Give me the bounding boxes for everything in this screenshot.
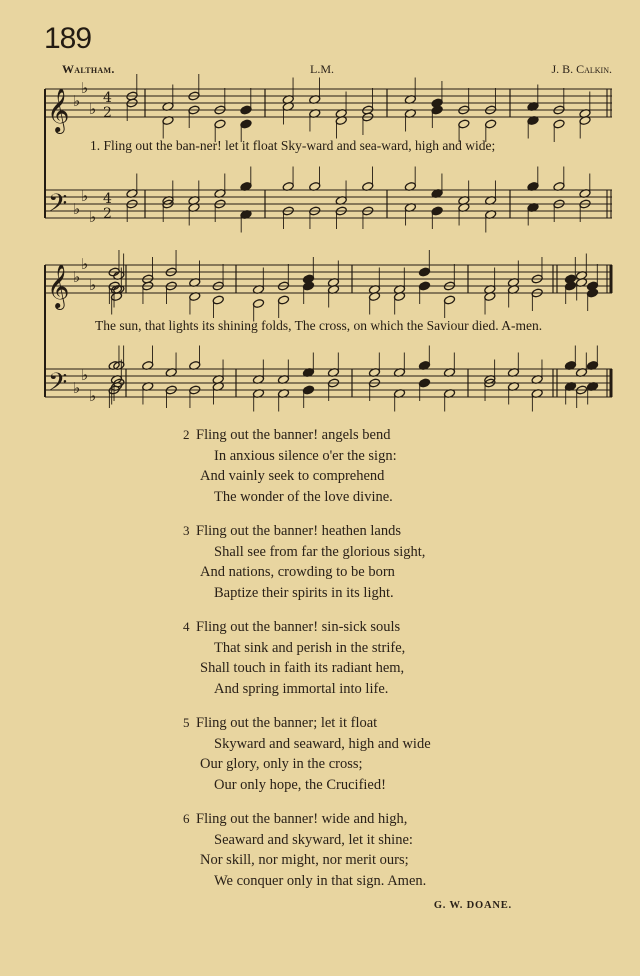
flat-icon: ♭: [73, 379, 81, 397]
time-signature: 2: [103, 105, 112, 121]
stanza-line: Shall touch in faith its radiant hem,: [200, 660, 405, 676]
meter: L.M.: [310, 62, 334, 76]
stanza-line: The wonder of the love divine.: [214, 488, 393, 505]
note-head: [302, 385, 314, 395]
stanza-4: [183, 617, 513, 699]
note-head: [240, 119, 252, 129]
stanza-line: Shall see from far the glorious sight,: [214, 543, 426, 560]
stanza-line: Our only hope, the Crucified!: [214, 776, 386, 793]
treble-clef-icon: 𝄞: [47, 264, 70, 308]
stanza-line: Fling out the banner! angels bend: [196, 427, 391, 443]
flat-icon: ♭: [81, 255, 89, 273]
note-head: [418, 378, 430, 388]
note-head: [418, 267, 430, 277]
time-signature: 4: [103, 191, 112, 207]
stanza-number: 6: [183, 811, 190, 826]
note-head: [214, 119, 226, 129]
flat-icon: ♭: [73, 92, 81, 110]
stanza-6: [183, 809, 513, 891]
flat-icon: ♭: [89, 276, 97, 294]
flat-icon: ♭: [89, 100, 97, 118]
stanza-line: That sink and perish in the strife,: [214, 639, 406, 656]
stanza-line: Fling out the banner! sin-sick souls: [196, 619, 401, 635]
stanza-3: [183, 521, 513, 603]
note-head: [553, 119, 565, 129]
flat-icon: ♭: [89, 387, 97, 405]
stanza-line: We conquer only in that sign. Amen.: [214, 872, 427, 889]
stanza-line: And vainly seek to comprehend: [200, 468, 385, 484]
flat-icon: ♭: [73, 268, 81, 286]
stanzas: [183, 425, 513, 905]
stanza-line: In anxious silence o'er the sign:: [214, 447, 397, 464]
flat-icon: ♭: [89, 208, 97, 226]
stanza-line: Our glory, only in the cross;: [200, 756, 363, 772]
stanza-line: And nations, crowding to be born: [200, 564, 395, 580]
system-2-lyric: The sun, that lights its shining folds, The cross, on which the Saviour died. A-men.: [95, 318, 543, 333]
treble-clef-icon: 𝄞: [47, 88, 70, 132]
stanza-5: [183, 713, 513, 795]
time-signature: 4: [103, 90, 112, 106]
stanza-line: Fling out the banner; let it float: [196, 715, 378, 731]
note-head: [277, 295, 289, 305]
note-head: [240, 105, 252, 115]
flat-icon: ♭: [81, 187, 89, 205]
flat-icon: ♭: [81, 79, 89, 97]
note-head: [212, 295, 224, 305]
stanza-number: 3: [183, 523, 190, 538]
time-signature: 2: [103, 206, 112, 222]
stanza-line: Fling out the banner! wide and high,: [196, 811, 408, 827]
system-1-lyric: 1. Fling out the ban-ner! let it float Sky-ward and sea-ward, high and wide;: [90, 138, 496, 153]
tune-name: Waltham.: [62, 62, 115, 76]
flat-icon: ♭: [73, 200, 81, 218]
stanza-number: 2: [183, 427, 190, 442]
note-head: [431, 206, 443, 216]
music-score: [0, 0, 640, 420]
note-head: [252, 299, 264, 309]
text-author: G. W. DOANE.: [433, 900, 512, 911]
note-head: [418, 281, 430, 291]
note-head: [458, 119, 470, 129]
flat-icon: ♭: [81, 366, 89, 384]
stanza-line: And spring immortal into life.: [214, 680, 389, 697]
stanza-line: Baptize their spirits in its light.: [214, 584, 394, 601]
note-head: [443, 295, 455, 305]
stanza-number: 4: [183, 619, 190, 634]
note-head: [485, 119, 497, 129]
stanza-line: Skyward and seaward, high and wide: [214, 735, 431, 752]
bass-clef-icon: 𝄢: [48, 189, 68, 224]
stanza-2: [183, 425, 513, 507]
bass-clef-icon: 𝄢: [48, 368, 68, 403]
page-number: 189: [44, 22, 92, 55]
stanza-line: Fling out the banner! heathen lands: [196, 523, 401, 539]
stanza-number: 5: [183, 715, 190, 730]
composer: J. B. Calkin.: [551, 62, 612, 76]
stanza-line: Seaward and skyward, let it shine:: [214, 831, 413, 848]
stanza-line: Nor skill, nor might, nor merit ours;: [200, 852, 409, 868]
